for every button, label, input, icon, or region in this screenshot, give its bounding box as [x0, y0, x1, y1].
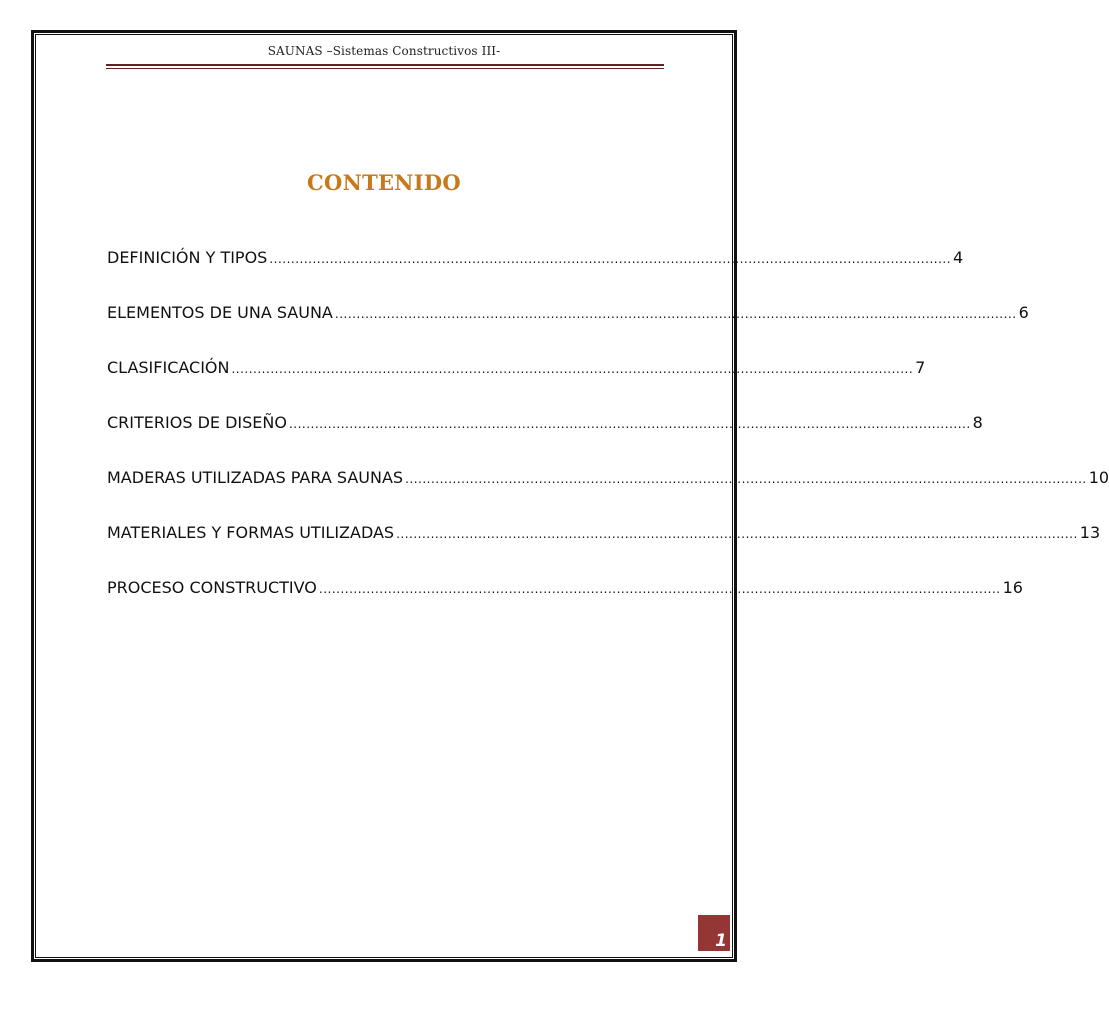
toc-leader: ..............................................................................................................................................................	[288, 417, 971, 431]
toc-leader: ..............................................................................................................................................................	[269, 252, 952, 266]
toc-entry-label: CLASIFICACIÓN	[107, 358, 230, 377]
toc-entry-label: MADERAS UTILIZADAS PARA SAUNAS	[107, 468, 404, 487]
toc-title: CONTENIDO	[306, 170, 462, 195]
table-of-contents	[107, 248, 1109, 633]
toc-entry[interactable]	[107, 413, 983, 468]
toc-entry[interactable]	[107, 523, 1101, 578]
toc-leader: ..............................................................................................................................................................	[334, 307, 1017, 321]
toc-entry-page: 13	[1079, 523, 1101, 542]
toc-entry-page: 16	[1002, 578, 1023, 597]
header-rule	[106, 64, 664, 66]
toc-entry-page: 6	[1018, 303, 1029, 322]
toc-entry[interactable]	[107, 248, 964, 303]
page-number: 1	[715, 931, 727, 951]
toc-entry-page: 7	[915, 358, 926, 377]
header-rule-thin	[106, 68, 664, 69]
toc-entry[interactable]	[107, 578, 1023, 633]
running-header: SAUNAS –Sistemas Constructivos III-	[267, 44, 501, 58]
toc-entry-label: DEFINICIÓN Y TIPOS	[107, 248, 268, 267]
toc-entry-page: 8	[972, 413, 983, 432]
page-number-box	[698, 915, 730, 953]
toc-leader: ..............................................................................................................................................................	[405, 472, 1087, 486]
toc-entry-label: MATERIALES Y FORMAS UTILIZADAS	[107, 523, 395, 542]
toc-entry-page: 4	[953, 248, 964, 267]
toc-entry-label: PROCESO CONSTRUCTIVO	[107, 578, 317, 597]
toc-entry[interactable]	[107, 468, 1109, 523]
toc-entry-page: 10	[1088, 468, 1109, 487]
toc-entry[interactable]	[107, 303, 1029, 358]
toc-entry-label: CRITERIOS DE DISEÑO	[107, 413, 287, 432]
toc-leader: ..............................................................................................................................................................	[318, 582, 1001, 596]
toc-leader: ..............................................................................................................................................................	[396, 527, 1078, 541]
page-number-rule	[698, 951, 730, 953]
toc-entry[interactable]	[107, 358, 926, 413]
toc-leader: ..............................................................................................................................................................	[231, 362, 914, 376]
toc-entry-label: ELEMENTOS DE UNA SAUNA	[107, 303, 333, 322]
